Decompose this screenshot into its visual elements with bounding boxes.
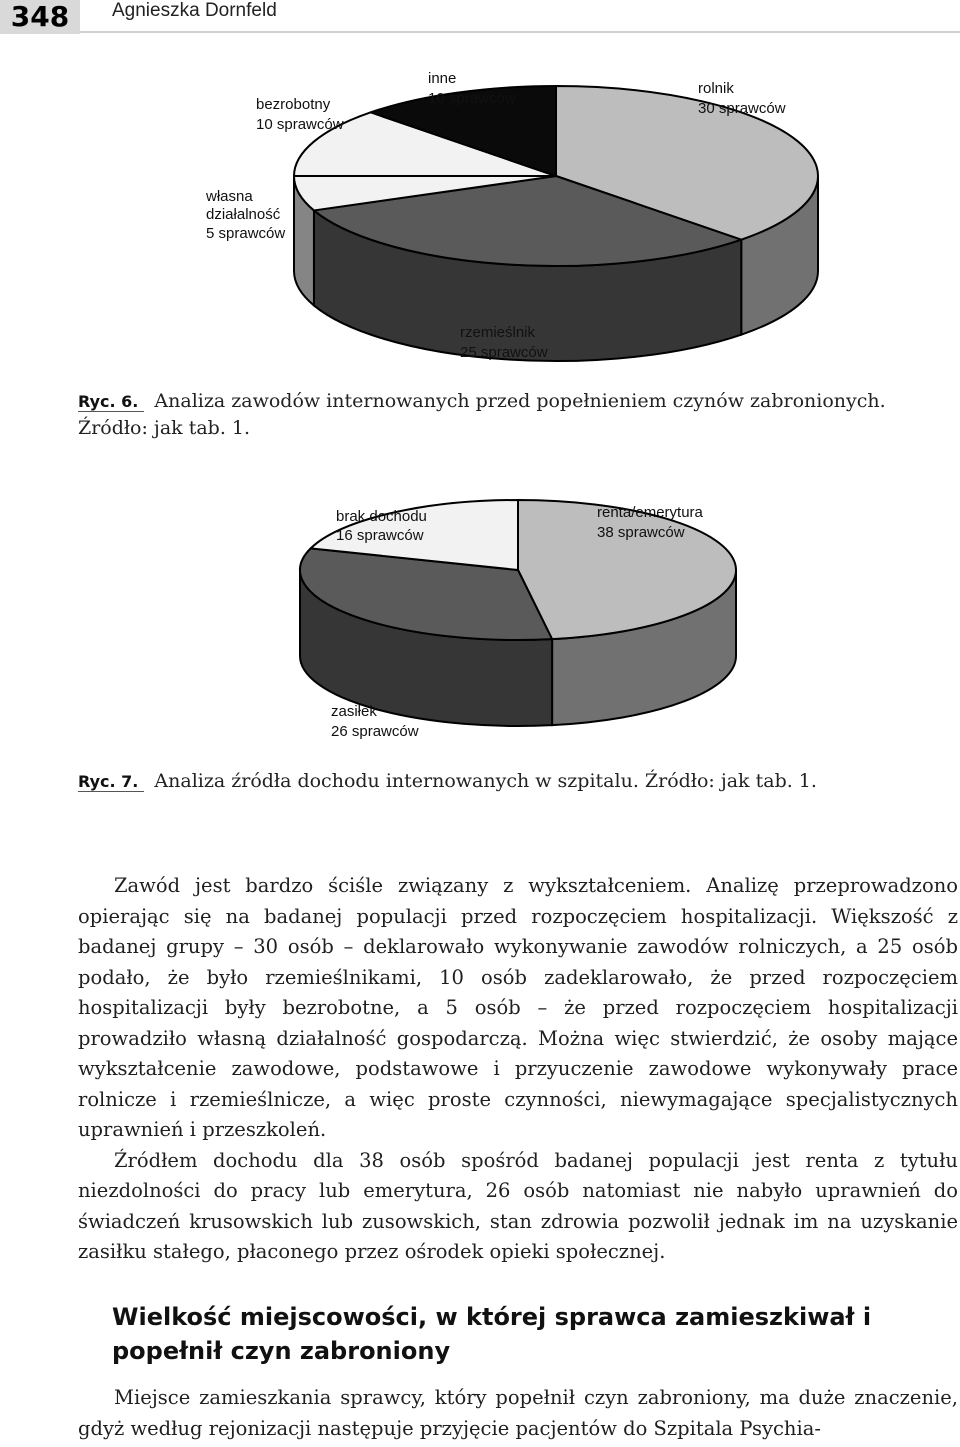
slice-value-rzemieslnik: 25 sprawców (460, 344, 548, 361)
figure-caption-7 (78, 768, 958, 795)
section-heading: Wielkość miejscowości, w której sprawca zamieszkiwał i popełnił czyn zabroniony (112, 1303, 872, 1365)
slice-value-bezrobotny: 10 sprawców (256, 116, 344, 133)
slice-label-renta-emerytura: renta/emerytura (597, 504, 703, 521)
figure-label: Ryc. 6. (78, 392, 144, 412)
paragraph: Źródłem dochodu dla 38 osób spośród badanej populacji jest renta z tytułu niezdolności do pracy lub emerytura, 26 osób natomiast nie nabyło uprawnień do świadczeń krusowskich lub zusowskich, stan zdrowia pozwolił jednak im na uzyskanie zasiłku stałego, płaconego przez ośrodek opieki społecznej. (78, 1148, 958, 1263)
body-text-upper (78, 871, 958, 1268)
paragraph: Miejsce zamieszkania sprawcy, który popełnił czyn zabroniony, ma duże znaczenie, gdyż według rejonizacji następuje przyjęcie pacjentów do Szpitala Psychia- (78, 1386, 958, 1440)
slice-value-brak-dochodu: 16 sprawców (336, 527, 424, 544)
slice-label-brak-dochodu: brak dochodu (336, 508, 427, 525)
slice-value-rolnik: 30 sprawców (698, 100, 786, 117)
slice-label-bezrobotny: bezrobotny (256, 96, 331, 113)
running-head-author: Agnieszka Dornfeld (112, 0, 277, 21)
slice-label-inne: inne (428, 70, 457, 87)
header-rule (80, 31, 960, 33)
slice-value-zasilek: 26 sprawców (331, 723, 419, 740)
page-header (0, 0, 960, 34)
slice-label-wlasna-dzialalnosc: własna działalność (206, 188, 281, 223)
page-number: 348 (0, 0, 80, 34)
slice-label-rolnik: rolnik (698, 80, 734, 97)
paragraph: Zawód jest bardzo ściśle związany z wykształceniem. Analizę przeprowadzono opierając się na badanej populacji przed rozpoczęciem hospitalizacji. Większość z badanej grupy – 30 osób – deklarowało wykonywanie zawodów rolniczych, a 25 osób podało, że było rzemieślnikami, 10 osób zadeklarowało, że przed rozpoczęciem hospitalizacji były bezrobotne, a 5 osób – że przed rozpoczęciem hospitalizacji prowadziło własną działalność gospodarczą. Można więc stwierdzić, że osoby mające wykształcenie zawodowe, podstawowe i przyuczenie zawodowe wykonywały prace rolnicze i rzemieślnicze, a więc proste czynności, niewymagające specjalistycznych uprawnień i przeszkoleń. (78, 874, 958, 1141)
figure-caption-text: Analiza źródła dochodu internowanych w szpitalu. Źródło: jak tab. 1. (154, 770, 817, 792)
pie-chart-income-source (0, 495, 960, 765)
slice-value-renta-emerytura: 38 sprawców (597, 524, 685, 541)
slice-value-inne: 10 sprawców (428, 90, 516, 107)
figure-caption-6 (78, 388, 958, 441)
pie-slices (294, 86, 818, 361)
pie-chart-occupations (0, 40, 960, 410)
body-text-lower (78, 1383, 958, 1444)
figure-label: Ryc. 7. (78, 772, 144, 792)
slice-label-rzemieslnik: rzemieślnik (460, 324, 536, 341)
slice-value-wlasna-dzialalnosc: 5 sprawców (206, 225, 286, 242)
figure-caption-text: Analiza zawodów internowanych przed popełnieniem czynów zabronionych. Źródło: jak tab. 1. (78, 390, 886, 439)
slice-label-zasilek: zasiłek (331, 703, 377, 720)
